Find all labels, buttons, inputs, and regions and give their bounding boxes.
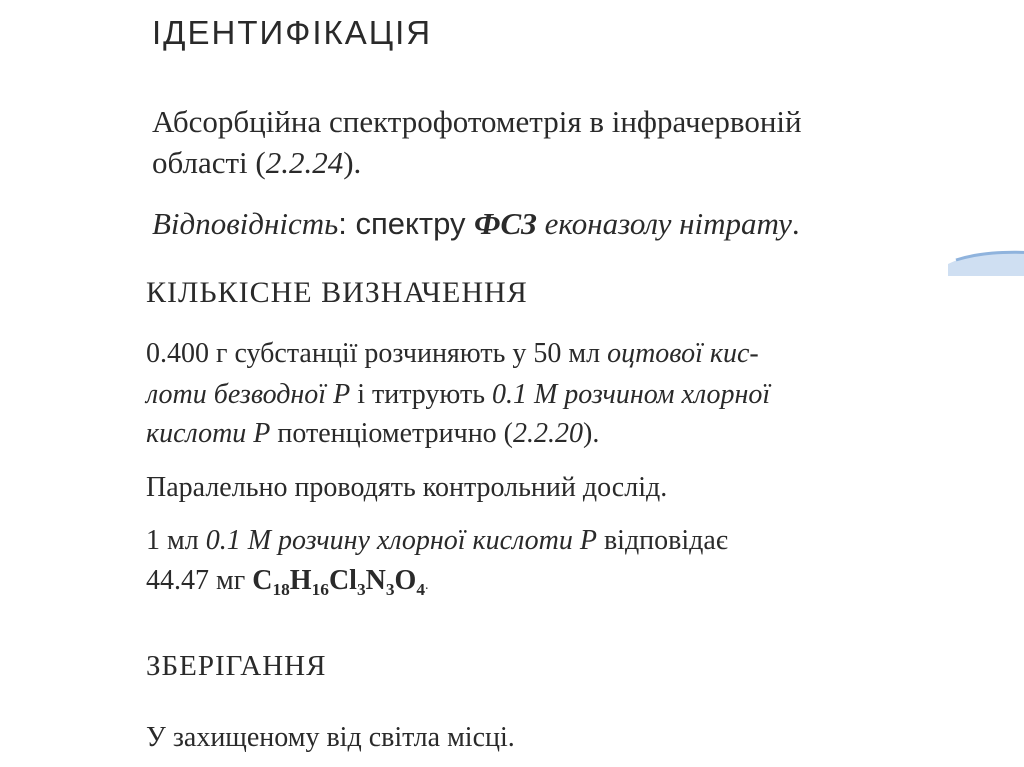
identification-line-3-end: . xyxy=(791,206,800,241)
quantitative-heading: КІЛЬКІСНЕ ВИЗНАЧЕННЯ xyxy=(146,276,528,309)
quantitative-p1-line-2 xyxy=(146,379,770,411)
q-p1-l1-reagent: оцтової кис- xyxy=(607,338,759,369)
formula-h: H xyxy=(289,565,312,596)
q-p1-l2-mid: і титрують xyxy=(350,379,492,410)
q-p1-l3-ref: 2.2.20 xyxy=(513,418,583,449)
identification-line-3 xyxy=(152,206,800,242)
q-p3-l2-start: 44.47 мг xyxy=(146,565,253,596)
storage-heading: ЗБЕРІГАННЯ xyxy=(146,650,327,682)
identification-line-2-end: ). xyxy=(343,145,362,180)
q-p1-l2-titrant: 0.1 М розчином хлорної xyxy=(491,379,771,410)
quantitative-p2: Паралельно проводять контрольний дослід. xyxy=(146,472,668,503)
identification-ref: 2.2.24 xyxy=(265,145,344,180)
identification-line-2 xyxy=(152,145,361,181)
formula-h-count: 16 xyxy=(311,580,329,599)
q-p3-l1-titrant: 0.1 М розчину хлорної кислоти Р xyxy=(205,525,597,556)
storage-text: У захищеному від світла місці. xyxy=(146,722,515,753)
molecular-formula xyxy=(252,565,426,599)
formula-cl-count: 3 xyxy=(356,580,366,599)
formula-end: . xyxy=(425,578,429,593)
formula-c: C xyxy=(252,565,273,596)
formula-n-count: 3 xyxy=(385,580,395,599)
q-p3-l1-end: відповідає xyxy=(596,525,728,556)
substance-name: еконазолу нітрату xyxy=(536,206,792,241)
quantitative-p3-line-1 xyxy=(146,525,728,557)
formula-n: N xyxy=(365,565,386,596)
identification-line-2-start: області ( xyxy=(152,145,266,180)
compliance-label: Відповідність xyxy=(152,206,339,241)
formula-cl: Cl xyxy=(328,565,357,596)
q-p1-l1-start: 0.400 г субстанції розчиняють у 50 мл xyxy=(146,338,608,369)
fsz-label: ФСЗ xyxy=(474,206,537,241)
quantitative-p1-line-1 xyxy=(146,338,759,370)
quantitative-p3-line-2 xyxy=(146,565,429,597)
q-p1-l3-reagent: кислоти Р xyxy=(146,418,271,449)
q-p1-l3-mid: потенціометрично ( xyxy=(270,418,513,449)
formula-o: O xyxy=(394,565,417,596)
q-p3-l1-start: 1 мл xyxy=(146,525,206,556)
q-p1-l3-end: ). xyxy=(583,418,600,449)
formula-c-count: 18 xyxy=(272,580,290,599)
compliance-text: : спектру xyxy=(338,206,475,241)
q-p1-l2-reagent: лоти безводної Р xyxy=(146,379,351,410)
formula-o-count: 4 xyxy=(416,580,426,599)
identification-line-1: Абсорбційна спектрофотометрія в інфрачервоній xyxy=(152,104,802,139)
identification-heading: ІДЕНТИФІКАЦІЯ xyxy=(152,14,433,51)
quantitative-p1-line-3 xyxy=(146,418,599,450)
decorative-shape xyxy=(948,250,1024,276)
